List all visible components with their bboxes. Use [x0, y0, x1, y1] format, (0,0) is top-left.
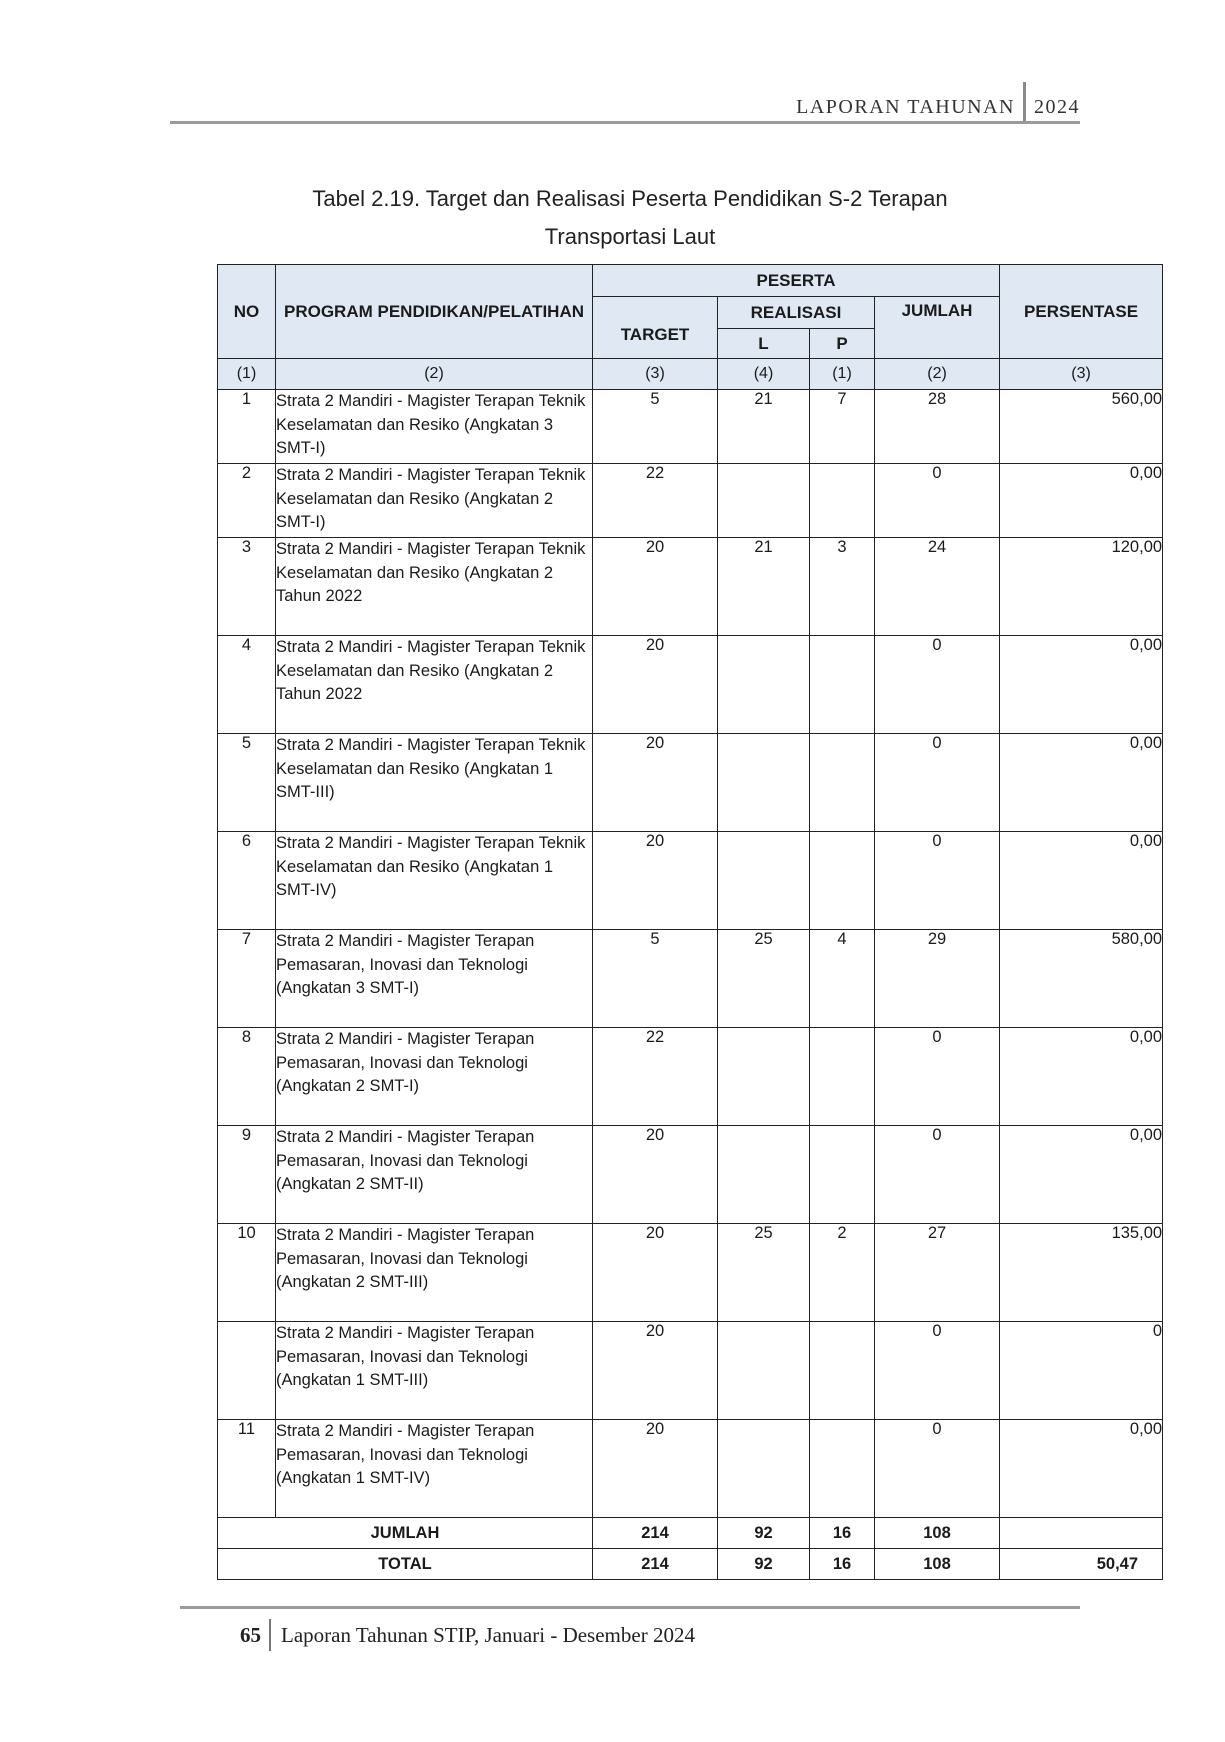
row-no: 7	[218, 930, 276, 1028]
row-l	[718, 734, 810, 832]
header-persentase: PERSENTASE	[1000, 265, 1163, 359]
row-l: 25	[718, 1224, 810, 1322]
row-l	[718, 1322, 810, 1420]
caption-line-2: Transportasi Laut	[544, 224, 716, 249]
row-l: 21	[718, 538, 810, 636]
row-l: 21	[718, 390, 810, 464]
row-l	[718, 464, 810, 538]
header-year: 2024	[1034, 95, 1080, 118]
row-p	[810, 636, 875, 734]
footer-text-group	[180, 1619, 1080, 1651]
page-number: 65	[240, 1622, 261, 1647]
header-p: P	[810, 329, 875, 359]
table-row	[218, 464, 1163, 538]
footer-rule	[180, 1606, 1080, 1609]
table-row	[218, 832, 1163, 930]
table-row	[218, 390, 1163, 464]
participants-table	[217, 264, 1163, 1580]
row-no: 10	[218, 1224, 276, 1322]
col-num: (3)	[593, 359, 718, 390]
jumlah-label: JUMLAH	[218, 1518, 593, 1549]
jumlah-persentase	[1000, 1518, 1163, 1549]
row-no: 3	[218, 538, 276, 636]
row-target: 20	[593, 1420, 718, 1518]
row-jumlah: 0	[875, 734, 1000, 832]
row-l: 25	[718, 930, 810, 1028]
row-no: 6	[218, 832, 276, 930]
row-jumlah: 24	[875, 538, 1000, 636]
col-num: (1)	[218, 359, 276, 390]
row-l	[718, 1420, 810, 1518]
row-p	[810, 832, 875, 930]
table-caption	[200, 180, 1060, 256]
table-row	[218, 1224, 1163, 1322]
row-jumlah: 0	[875, 1028, 1000, 1126]
jumlah-jumlah: 108	[875, 1518, 1000, 1549]
row-no: 2	[218, 464, 276, 538]
row-persentase: 580,00	[1000, 930, 1163, 1028]
row-jumlah: 0	[875, 1322, 1000, 1420]
col-num: (1)	[810, 359, 875, 390]
table-row	[218, 1126, 1163, 1224]
col-num: (4)	[718, 359, 810, 390]
row-target: 20	[593, 538, 718, 636]
jumlah-p: 16	[810, 1518, 875, 1549]
jumlah-row	[218, 1518, 1163, 1549]
row-l	[718, 832, 810, 930]
row-p	[810, 464, 875, 538]
row-jumlah: 28	[875, 390, 1000, 464]
header-rule	[170, 121, 1080, 124]
row-target: 5	[593, 930, 718, 1028]
row-p: 3	[810, 538, 875, 636]
row-program: Strata 2 Mandiri - Magister Terapan Teknik Keselamatan dan Resiko (Angkatan 3 SMT-I)	[276, 390, 593, 464]
row-persentase: 0,00	[1000, 1126, 1163, 1224]
row-p	[810, 1028, 875, 1126]
row-no	[218, 1322, 276, 1420]
table-row	[218, 734, 1163, 832]
col-num: (2)	[875, 359, 1000, 390]
table-row	[218, 1028, 1163, 1126]
row-persentase: 120,00	[1000, 538, 1163, 636]
column-numbering-row	[218, 359, 1163, 390]
row-p	[810, 734, 875, 832]
row-jumlah: 29	[875, 930, 1000, 1028]
caption-line-1: Tabel 2.19. Target dan Realisasi Peserta Pendidikan S-2 Terapan	[312, 186, 948, 211]
row-target: 20	[593, 832, 718, 930]
row-program: Strata 2 Mandiri - Magister Terapan Pemasaran, Inovasi dan Teknologi (Angkatan 2 SMT-I)	[276, 1028, 593, 1126]
row-program: Strata 2 Mandiri - Magister Terapan Teknik Keselamatan dan Resiko (Angkatan 1 SMT-III)	[276, 734, 593, 832]
row-no: 4	[218, 636, 276, 734]
total-label: TOTAL	[218, 1549, 593, 1580]
header-separator	[1023, 82, 1026, 124]
table-row	[218, 1322, 1163, 1420]
table-row	[218, 538, 1163, 636]
table-row	[218, 636, 1163, 734]
row-jumlah: 27	[875, 1224, 1000, 1322]
table-row	[218, 930, 1163, 1028]
total-target: 214	[593, 1549, 718, 1580]
row-persentase: 560,00	[1000, 390, 1163, 464]
row-p	[810, 1420, 875, 1518]
header-realisasi: REALISASI	[718, 297, 875, 329]
row-program: Strata 2 Mandiri - Magister Terapan Teknik Keselamatan dan Resiko (Angkatan 2 Tahun 2022	[276, 538, 593, 636]
row-persentase: 0,00	[1000, 1420, 1163, 1518]
row-persentase: 0,00	[1000, 464, 1163, 538]
row-program: Strata 2 Mandiri - Magister Terapan Teknik Keselamatan dan Resiko (Angkatan 2 SMT-I)	[276, 464, 593, 538]
row-target: 5	[593, 390, 718, 464]
row-persentase: 0,00	[1000, 832, 1163, 930]
row-l	[718, 1126, 810, 1224]
row-jumlah: 0	[875, 1420, 1000, 1518]
footer-text: Laporan Tahunan STIP, Januari - Desember 2024	[281, 1622, 695, 1647]
row-jumlah: 0	[875, 636, 1000, 734]
jumlah-target: 214	[593, 1518, 718, 1549]
total-l: 92	[718, 1549, 810, 1580]
row-jumlah: 0	[875, 464, 1000, 538]
row-target: 20	[593, 1126, 718, 1224]
header-peserta: PESERTA	[593, 265, 1000, 297]
row-persentase: 135,00	[1000, 1224, 1163, 1322]
row-target: 20	[593, 1322, 718, 1420]
page-footer	[180, 1606, 1080, 1651]
row-no: 9	[218, 1126, 276, 1224]
row-target: 22	[593, 464, 718, 538]
row-no: 5	[218, 734, 276, 832]
table-row	[218, 1420, 1163, 1518]
row-program: Strata 2 Mandiri - Magister Terapan Pemasaran, Inovasi dan Teknologi (Angkatan 2 SMT-III)	[276, 1224, 593, 1322]
header-no: NO	[218, 265, 276, 359]
row-program: Strata 2 Mandiri - Magister Terapan Teknik Keselamatan dan Resiko (Angkatan 2 Tahun 2022	[276, 636, 593, 734]
row-l	[718, 636, 810, 734]
total-p: 16	[810, 1549, 875, 1580]
row-no: 1	[218, 390, 276, 464]
row-target: 20	[593, 636, 718, 734]
row-no: 11	[218, 1420, 276, 1518]
row-jumlah: 0	[875, 832, 1000, 930]
row-program: Strata 2 Mandiri - Magister Terapan Pemasaran, Inovasi dan Teknologi (Angkatan 1 SMT-IV)	[276, 1420, 593, 1518]
row-program: Strata 2 Mandiri - Magister Terapan Pemasaran, Inovasi dan Teknologi (Angkatan 1 SMT-III)	[276, 1322, 593, 1420]
footer-separator	[269, 1619, 271, 1651]
total-jumlah: 108	[875, 1549, 1000, 1580]
page-header	[170, 80, 1080, 124]
row-program: Strata 2 Mandiri - Magister Terapan Pemasaran, Inovasi dan Teknologi (Angkatan 3 SMT-I)	[276, 930, 593, 1028]
row-program: Strata 2 Mandiri - Magister Terapan Teknik Keselamatan dan Resiko (Angkatan 1 SMT-IV)	[276, 832, 593, 930]
row-target: 20	[593, 1224, 718, 1322]
header-program: PROGRAM PENDIDIKAN/PELATIHAN	[276, 265, 593, 359]
header-title: LAPORAN TAHUNAN	[796, 95, 1015, 118]
total-row	[218, 1549, 1163, 1580]
col-num: (2)	[276, 359, 593, 390]
col-num: (3)	[1000, 359, 1163, 390]
jumlah-l: 92	[718, 1518, 810, 1549]
row-p: 7	[810, 390, 875, 464]
total-persentase: 50,47	[1000, 1549, 1163, 1580]
row-persentase: 0,00	[1000, 1028, 1163, 1126]
row-no: 8	[218, 1028, 276, 1126]
row-persentase: 0	[1000, 1322, 1163, 1420]
row-p	[810, 1126, 875, 1224]
row-jumlah: 0	[875, 1126, 1000, 1224]
row-l	[718, 1028, 810, 1126]
row-target: 22	[593, 1028, 718, 1126]
row-p	[810, 1322, 875, 1420]
header-jumlah: JUMLAH	[875, 297, 1000, 359]
row-persentase: 0,00	[1000, 734, 1163, 832]
row-target: 20	[593, 734, 718, 832]
header-l: L	[718, 329, 810, 359]
row-p: 4	[810, 930, 875, 1028]
header-target: TARGET	[593, 297, 718, 359]
row-persentase: 0,00	[1000, 636, 1163, 734]
row-p: 2	[810, 1224, 875, 1322]
row-program: Strata 2 Mandiri - Magister Terapan Pemasaran, Inovasi dan Teknologi (Angkatan 2 SMT-II)	[276, 1126, 593, 1224]
